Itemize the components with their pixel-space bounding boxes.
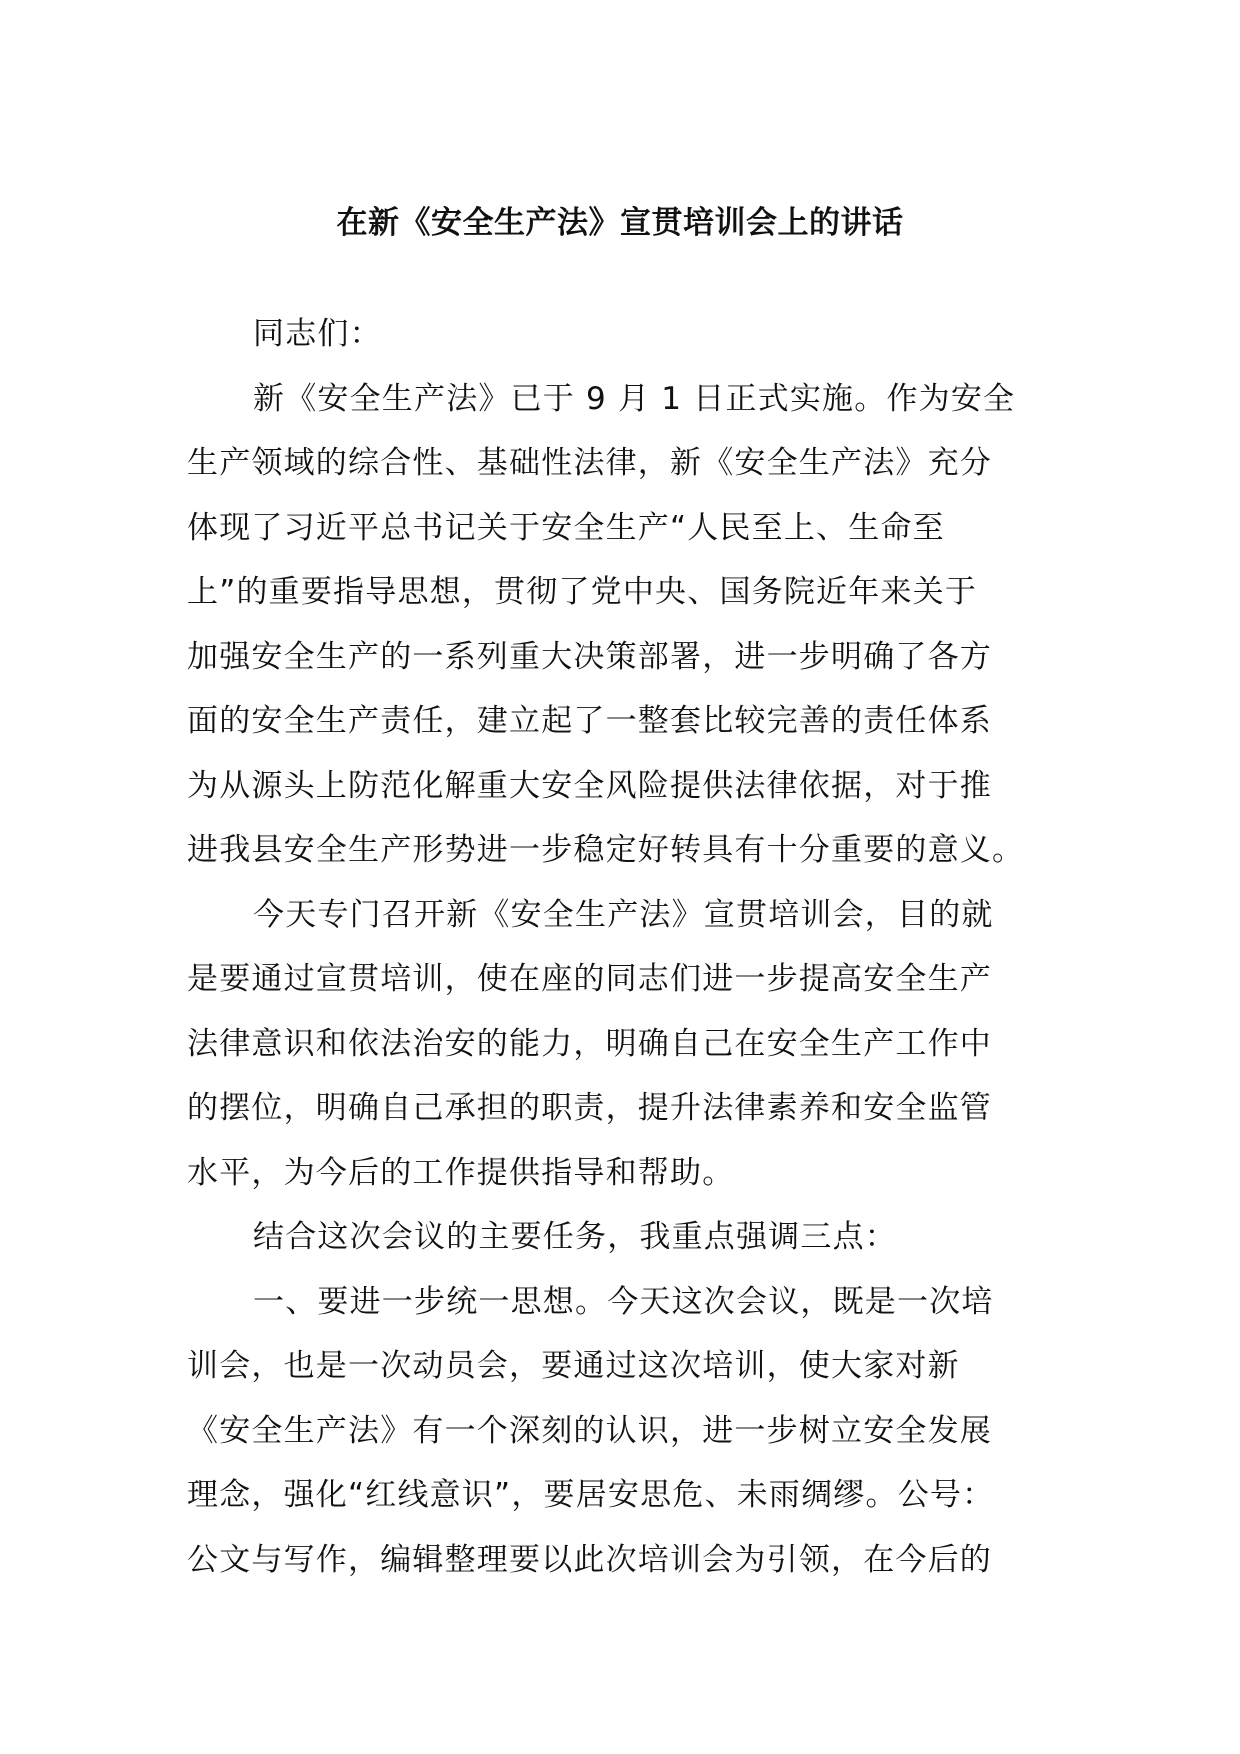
paragraph-line: 体现了习近平总书记关于安全生产“人民至上、生命至 xyxy=(187,509,945,546)
paragraph-line: 理念，强化“红线意识”，要居安思危、未雨绸缪。公号： xyxy=(187,1477,995,1513)
paragraph-line: 今天专门召开新《安全生产法》宣贯培训会，目的就 xyxy=(253,896,994,933)
document-body xyxy=(187,302,1067,1592)
paragraph-line: 生产领域的综合性、基础性法律，新《安全生产法》充分 xyxy=(187,445,992,481)
salutation-line: 同志们： xyxy=(253,316,382,352)
paragraph-line: 结合这次会议的主要任务，我重点强调三点： xyxy=(253,1219,897,1255)
paragraph-line: 训会，也是一次动员会，要通过这次培训，使大家对新 xyxy=(187,1348,960,1384)
paragraph-line: 水平，为今后的工作提供指导和帮助。 xyxy=(187,1154,735,1191)
document-title: 在新《安全生产法》宣贯培训会上的讲话 xyxy=(336,205,904,241)
paragraph-line: 法律意识和依法治安的能力，明确自己在安全生产工作中 xyxy=(187,1025,992,1062)
paragraph-line: 《安全生产法》有一个深刻的认识，进一步树立安全发展 xyxy=(187,1412,992,1449)
paragraph-line: 加强安全生产的一系列重大决策部署，进一步明确了各方 xyxy=(187,638,992,675)
paragraph-line: 一、要进一步统一思想。今天这次会议，既是一次培 xyxy=(253,1283,994,1320)
paragraph-line: 上”的重要指导思想，贯彻了党中央、国务院近年来关于 xyxy=(187,574,978,610)
paragraph-line: 进我县安全生产形势进一步稳定好转具有十分重要的意义。 xyxy=(187,832,1025,868)
paragraph-line: 面的安全生产责任，建立起了一整套比较完善的责任体系 xyxy=(187,703,992,739)
paragraph-line: 新《安全生产法》已于 9 月 1 日正式实施。作为安全 xyxy=(253,380,1016,417)
paragraph-line: 是要通过宣贯培训，使在座的同志们进一步提高安全生产 xyxy=(187,961,992,997)
paragraph-line: 公文与写作，编辑整理要以此次培训会为引领，在今后的 xyxy=(187,1541,992,1578)
paragraph-line: 为从源头上防范化解重大安全风险提供法律依据，对于推 xyxy=(187,767,992,804)
paragraph-line: 的摆位，明确自己承担的职责，提升法律素养和安全监管 xyxy=(187,1090,992,1126)
